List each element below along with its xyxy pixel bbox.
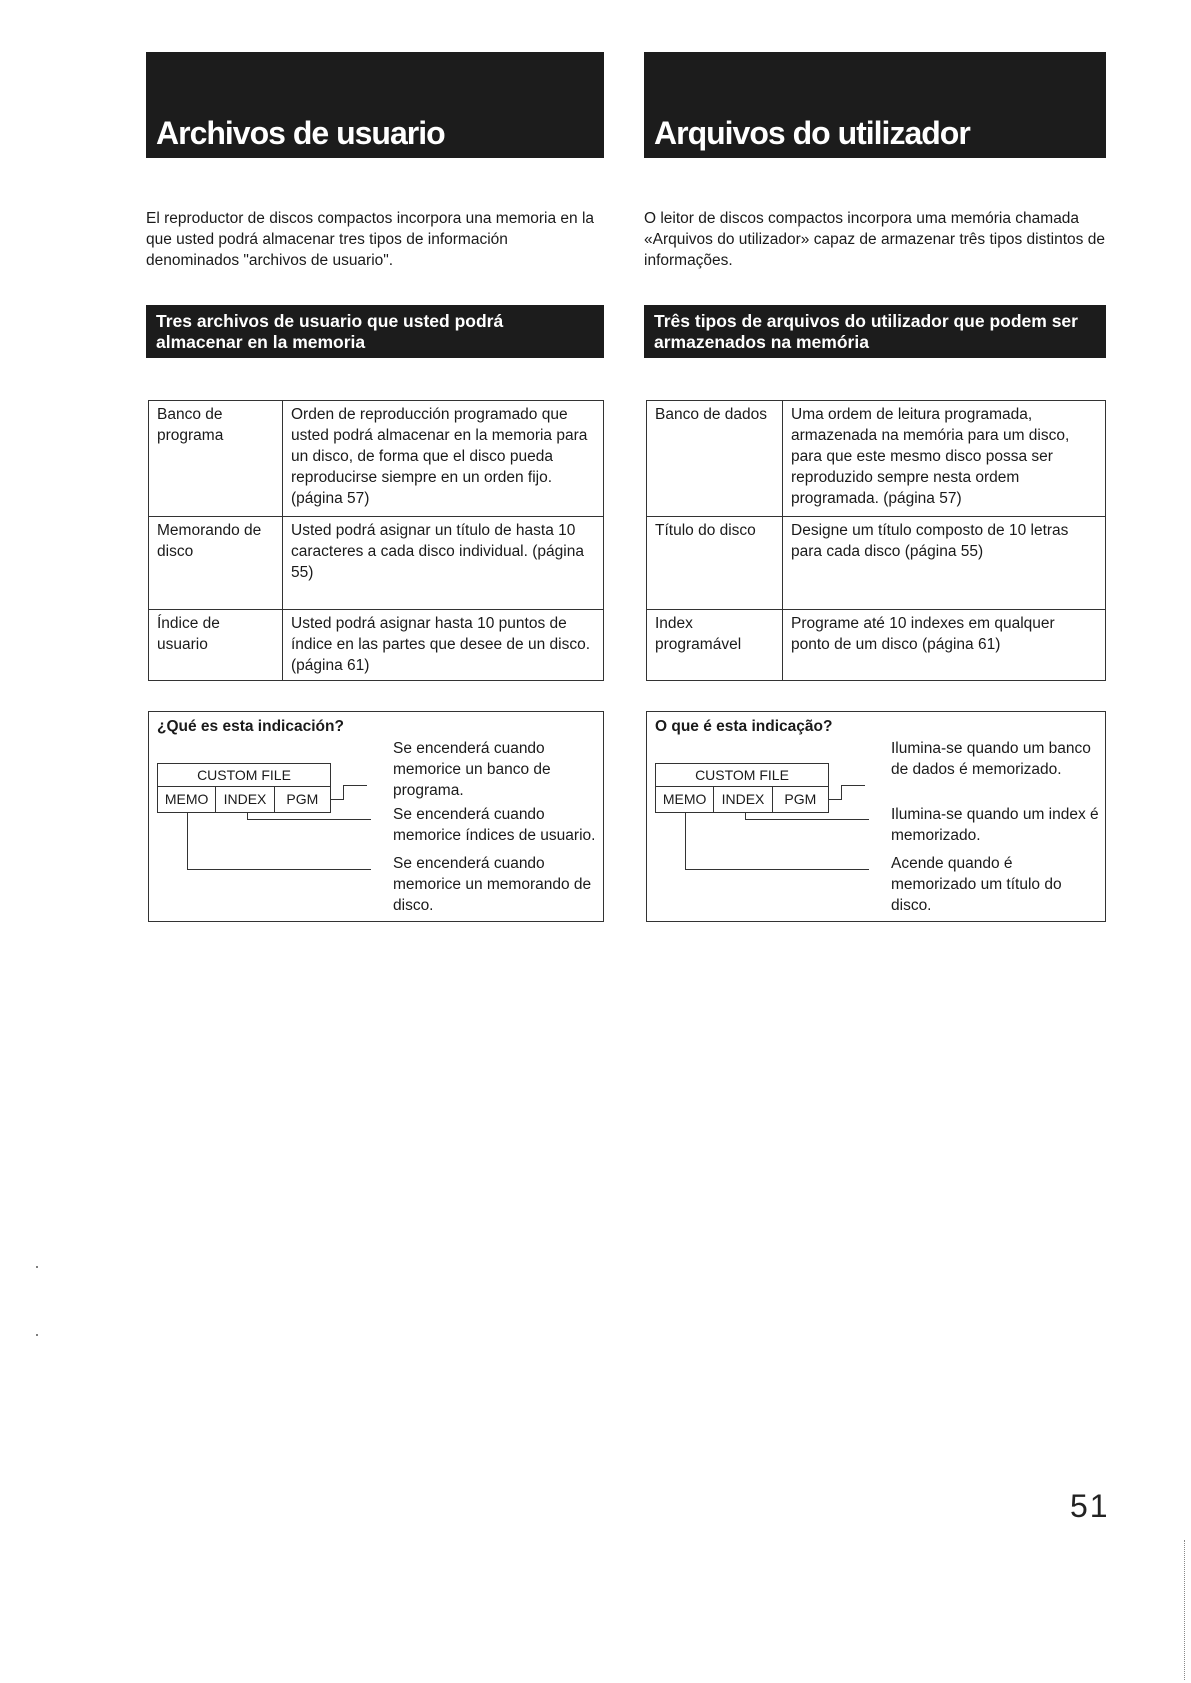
leader-line [187,813,188,870]
subsection-title: Tres archivos de usuario que usted podrá almacenar en la memoria [156,311,504,352]
table-term: Banco de programa [149,401,283,517]
indicator-info-box [646,711,1106,922]
pgm-description: Se encenderá cuando memorice un banco de programa. [393,740,551,799]
table-term: Banco de dados [647,401,783,517]
table-row [647,610,1106,681]
subsection-title: Três tipos de arquivos do utilizador que podem ser armazenados na memória [654,311,1078,352]
leader-line [745,819,869,820]
scan-edge-artifact [1184,1540,1186,1680]
table-row [647,401,1106,517]
table-description: Designe um título composto de 10 letras para cada disco (página 55) [783,517,1106,610]
memo-description: Acende quando é memorizado um título do disco. [891,855,1062,914]
custom-file-label: CUSTOM FILE [655,763,829,787]
index-description: Se encenderá cuando memorice índices de usuario. [393,806,596,844]
indicator-info-box [148,711,604,922]
intro-paragraph: O leitor de discos compactos incorpora uma memória chamada «Arquivos do utilizador» capaz de armazenar três tipos distintos de informações. [644,210,1105,269]
memo-indicator: MEMO [158,787,216,812]
leader-line [841,785,865,786]
index-indicator: INDEX [216,787,274,812]
scan-speck [36,1334,38,1336]
table-term: Index programável [647,610,783,681]
leader-line [331,799,343,800]
display-cells [157,786,331,813]
scan-speck [36,1266,38,1268]
table-row [149,401,604,517]
subsection-title-bar [146,305,604,358]
table-description: Uma ordem de leitura programada, armazenada na memória para um disco, para que este mesmo disco possa ser reproduzido sempre nesta ordem programada. (página 57) [783,401,1106,517]
leader-line [841,785,842,800]
memo-description: Se encenderá cuando memorice un memorando de disco. [393,855,592,914]
index-indicator: INDEX [714,787,772,812]
leader-line [685,869,869,870]
pgm-description: Ilumina-se quando um banco de dados é memorizado. [891,740,1091,778]
pgm-indicator: PGM [784,791,817,807]
table-term: Título do disco [647,517,783,610]
subsection-title-bar [644,305,1106,358]
intro-paragraph: El reproductor de discos compactos incorpora una memoria en la que usted podrá almacenar tres tipos de información denominados "archivos de usuario". [146,210,595,269]
table-description: Orden de reproducción programado que usted podrá almacenar en la memoria para un disco, de forma que el disco pueda reproducirse siempre en un orden fijo. (página 57) [283,401,604,517]
user-files-table [646,400,1106,681]
table-row [149,517,604,610]
index-description: Ilumina-se quando um index é memorizado. [891,806,1099,844]
table-description: Programe até 10 indexes em qualquer ponto de um disco (página 61) [783,610,1106,681]
table-row [647,517,1106,610]
custom-file-label: CUSTOM FILE [157,763,331,787]
indicator-question: ¿Qué es esta indicación? [157,718,344,735]
custom-file-display [157,763,331,813]
table-description: Usted podrá asignar un título de hasta 10 caracteres a cada disco individual. (página 55) [283,517,604,610]
memo-indicator: MEMO [656,787,714,812]
section-title: Arquivos do utilizador [654,115,970,151]
indicator-question: O que é esta indicação? [655,718,833,735]
leader-line [343,785,344,800]
pgm-indicator: PGM [286,791,319,807]
table-description: Usted podrá asignar hasta 10 puntos de índice en las partes que desee de un disco. (página 61) [283,610,604,681]
leader-line [685,813,686,870]
leader-line [343,785,367,786]
section-title-bar [146,52,604,158]
table-term: Memorando de disco [149,517,283,610]
user-files-table [148,400,604,681]
display-cells [655,786,829,813]
section-title: Archivos de usuario [156,115,445,151]
table-term: Índice de usuario [149,610,283,681]
page-number: 51 [1070,1488,1110,1524]
leader-line [247,819,371,820]
custom-file-display [655,763,829,813]
leader-line [187,869,371,870]
leader-line [829,799,841,800]
section-title-bar [644,52,1106,158]
table-row [149,610,604,681]
